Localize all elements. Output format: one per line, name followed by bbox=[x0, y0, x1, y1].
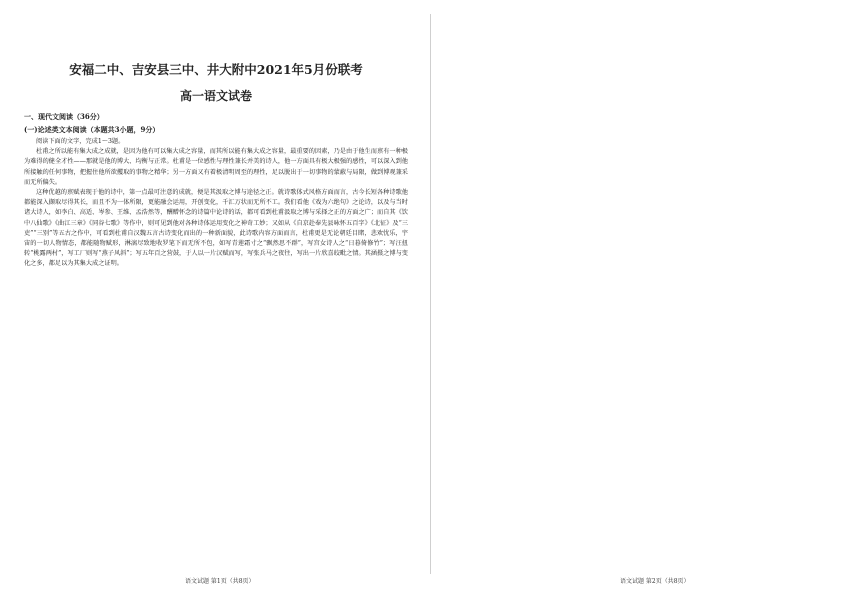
subsection-heading: (一)论述类文本阅读（本题共3小题，9分） bbox=[24, 124, 160, 134]
passage-paragraph: 这种优越的禀赋表现于他的诗中，第一点最可注意的成就，便是其汲取之博与途径之正。就诗歌体式风格方面而言，古今长短各种诗歌他都能深入撷取尽得其长，而且不为一体所限，更能融会运用，开创变化，千汇万状而无所不工。我们看他《戏为六绝句》之论诗，以及与当时诸大诗人，如李白、高适、岑参、王维、孟浩然等，酬赠怀念的诗篇中论诗的话，都可看到杜甫汲取之博与采择之正的方面之广；而自其《饮中八仙歌》《曲江三章》《同谷七歌》等作中，则可见到他对各种诗体运用变化之神奇工妙；又如从《自京赴奉先县咏怀五百字》《北征》及“三吏”“三别”等五古之作中，可看到杜甫自汉魏五言古诗变化而出的一种新面貌，此诗歌内容方面而言，杜甫更是无论朝廷目睹，悲欢忧乐，宇宙的一切人物情态，都能随物赋形，淋漓尽致地收罗笔下而无所不包，如写青莲霜寸之“飘然思不群”，写宫女诗人之“日暮倚修竹”；写汪扭转“桃露两村”，写工厂则写“燕子风斜”；写五年百之营鼓，于人以一片汉赋而写，写张兵马之夜往，写出一片欣喜皎毗之情。其涵摄之博与变化之多，都足以为其集大成之证明。 bbox=[24, 189, 408, 268]
page-footer: 语文试题 第2页（共8页） bbox=[620, 578, 690, 585]
page-footer: 语文试题 第1页（共8页） bbox=[185, 578, 255, 585]
passage-paragraph: 杜甫之所以能有集大成之成就，是因为他有可以集大成之容量，而其所以能有集大成之容量，最重要的因素，乃是由于他生而禀有一种极为难得的健全才性——那就是他的博大、均衡与正常。杜甫是一位感性与理性兼长并美的诗人，他一方面具有极大极强的感性，可以深入到他所接触的任何事物，把握住他所欲攫取的事物之精华；另一方面又有着极清明周至的理性，足以脱出于一切事物的蒙蔽与局限，做到博观兼采而无所偏失。 bbox=[24, 148, 408, 186]
page-divider bbox=[430, 14, 431, 574]
section-heading: 一、现代文阅读（36分） bbox=[24, 112, 104, 121]
instruction: 阅读下面的文字，完成1～3题。 bbox=[36, 138, 125, 145]
exam-title: 安福二中、吉安县三中、井大附中2021年5月份联考 bbox=[69, 62, 363, 77]
exam-subtitle: 高一语文试卷 bbox=[179, 89, 252, 103]
